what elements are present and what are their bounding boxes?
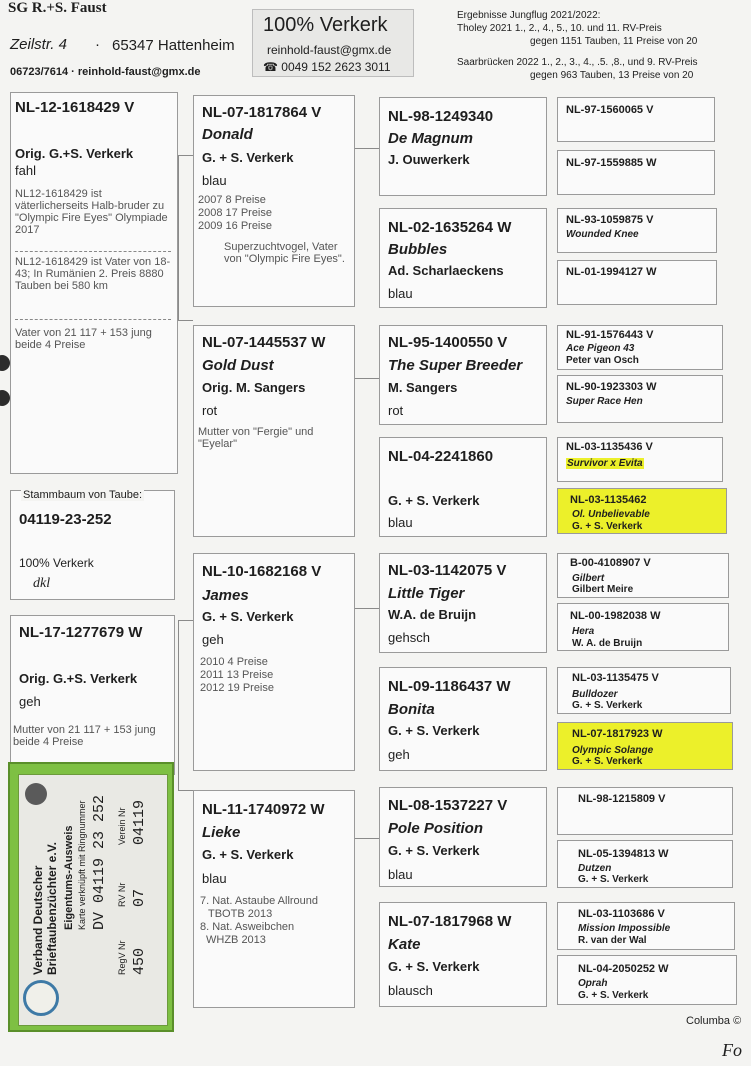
stammbaum-ring: 04119-23-252 (19, 511, 112, 528)
gen3-box (379, 325, 547, 425)
binder-hole (0, 355, 10, 371)
pigeon-name: Donald (202, 126, 253, 143)
card-ring-number: DV 04119 23 252 (91, 794, 108, 930)
ring-number: NL-03-1103686 V (578, 908, 665, 920)
subject-note-offspring: Vater von 21 117 + 153 jung beide 4 Preise (15, 327, 152, 351)
ring-number: NL-07-1445537 W (202, 334, 326, 351)
pigeon-name: Ol. Unbelievable (572, 509, 650, 520)
pigeon-name: Oprah (578, 978, 608, 989)
dam-box-lieke (193, 790, 355, 1008)
subject-ring-number: NL-12-1618429 V (15, 99, 135, 116)
color: geh (202, 632, 224, 647)
prize-line: 2009 16 Preise (198, 220, 272, 232)
results-saarbruecken-detail: gegen 963 Tauben, 13 Preise von 20 (530, 70, 694, 81)
gen3-box (379, 437, 547, 537)
breeder: G. + S. Verkerk (388, 723, 480, 738)
prize-line: 2008 17 Preise (198, 207, 272, 219)
footer-credit: Columba © (686, 1015, 742, 1027)
gen3-box (379, 902, 547, 1007)
connector-line (178, 155, 179, 320)
breeder: Peter van Osch (566, 355, 639, 366)
gen4-box (557, 150, 715, 195)
subject-note-father: NL12-1618429 ist Vater von 18-43; In Rumänien 2. Preis 8880 Tauben bei 580 km (15, 256, 171, 292)
color: blau (388, 867, 413, 882)
card-inner (18, 774, 168, 1026)
connector-line (178, 320, 193, 321)
sire-box-donald (193, 95, 355, 307)
card-rotated-text (31, 775, 148, 975)
ring-number: NL-07-1817968 W (388, 913, 512, 930)
ring-number: NL-07-1817864 V (202, 104, 322, 121)
gen3-box (379, 787, 547, 887)
connector-line (178, 620, 193, 621)
card-subtitle: Karte verknüpft mit Ringnummer (77, 800, 87, 930)
gen4-box (557, 437, 723, 482)
stammbaum-box (10, 490, 175, 600)
club-name: SG R.+S. Faust (8, 0, 107, 16)
connector-line (178, 620, 179, 790)
ring-number: NL-09-1186437 W (388, 678, 511, 695)
ring-number: NL-11-1740972 W (202, 801, 325, 818)
breeder: Orig. M. Sangers (202, 380, 306, 395)
address-street: Zeilstr. 4 (10, 36, 67, 53)
breeder: G. + S. Verkerk (578, 874, 649, 885)
gen4-box (557, 97, 715, 142)
breeder: G. + S. Verkerk (388, 843, 480, 858)
subject-pigeon-box (10, 92, 178, 474)
handwritten-signature: dkl (33, 576, 51, 591)
results-tholey: Tholey 2021 1., 2., 4., 5., 10. und 11. RV-Preis (457, 23, 662, 34)
card-regv-header: RegV Nr (117, 940, 127, 975)
ring-number: NL-03-1135462 (570, 494, 647, 506)
pigeon-name: Pole Position (388, 820, 484, 837)
divider (15, 319, 171, 320)
pigeon-name: Dutzen (578, 863, 612, 874)
breeder: G. + S. Verkerk (202, 847, 294, 862)
breeder: W.A. de Bruijn (388, 607, 477, 622)
ring-number: NL-01-1994127 W (566, 266, 657, 278)
breeder: G. + S. Verkerk (202, 150, 294, 165)
breeder: G. + S. Verkerk (572, 521, 643, 532)
ring-number: NL-07-1817923 W (572, 728, 663, 740)
gen4-box (557, 260, 717, 305)
card-rv-header: RV Nr (117, 882, 127, 907)
card-verein-value: 04119 (131, 799, 148, 845)
connector-line (355, 608, 379, 609)
divider (15, 251, 171, 252)
ring-number: NL-97-1560065 V (566, 104, 654, 116)
breeder: G. + S. Verkerk (388, 493, 480, 508)
color: rot (388, 403, 404, 418)
stammbaum-verkerk: 100% Verkerk (19, 556, 94, 570)
ownership-card (8, 762, 174, 1032)
connector-line (178, 155, 193, 156)
pigeon-name: The Super Breeder (388, 357, 523, 374)
breeder: M. Sangers (388, 380, 458, 395)
mother-pigeon-box (10, 615, 175, 775)
ring-number: NL-04-2050252 W (578, 963, 669, 975)
card-verein-header: Verein Nr (117, 807, 127, 845)
color: gehsch (388, 630, 430, 645)
stamp-email: reinhold-faust@gmx.de (267, 43, 392, 57)
gen4-box (557, 325, 723, 370)
address-separator: · (95, 36, 100, 53)
breeder: G. + S. Verkerk (578, 990, 649, 1001)
achievement-line: WHZB 2013 (206, 934, 266, 946)
stamp-phone: ☎ 0049 152 2623 3011 (263, 60, 391, 74)
gen4-box (557, 553, 729, 598)
pigeon-name: Olympic Solange (572, 745, 654, 756)
subject-note-halfbrother: NL12-1618429 ist väterlicherseits Halb-bruder zu "Olympic Fire Eyes" Olympiade 2017 (15, 188, 168, 236)
mother-color: geh (19, 694, 41, 709)
color: blau (388, 286, 413, 301)
ring-number: NL-02-1635264 W (388, 219, 512, 236)
pigeon-name: Bonita (388, 701, 435, 718)
pigeon-name: Ace Pigeon 43 (566, 343, 635, 354)
color: blau (388, 515, 413, 530)
pigeon-name: Bulldozer (572, 689, 618, 700)
achievement-line: 7. Nat. Astaube Allround (200, 895, 319, 907)
card-title: Eigentums-Ausweis (63, 825, 75, 930)
margin-handwriting: Fo (722, 1040, 742, 1060)
breeder: Gilbert Meire (572, 584, 634, 595)
card-regv-value: 450 (131, 947, 148, 975)
pigeon-note: Mutter von "Fergie" und "Eyelar" (198, 426, 314, 450)
prize-line: 2010 4 Preise (200, 656, 268, 668)
ring-number: NL-10-1682168 V (202, 563, 322, 580)
pigeon-name: Little Tiger (388, 585, 465, 602)
connector-line (355, 378, 379, 379)
breeder: R. van der Wal (578, 935, 647, 946)
pigeon-name: Mission Impossible (578, 923, 671, 934)
gen4-box-highlighted (557, 488, 727, 534)
stamp-title: 100% Verkerk (263, 14, 388, 36)
gen3-box (379, 97, 547, 196)
gen3-box (379, 553, 547, 653)
mother-note: Mutter von 21 117 + 153 jung beide 4 Preise (13, 724, 156, 748)
ring-number: NL-00-1982038 W (570, 610, 661, 622)
achievement-line: 8. Nat. Asweibchen (200, 921, 295, 933)
color: blau (202, 871, 227, 886)
connector-line (355, 838, 379, 839)
breeder: G. + S. Verkerk (572, 700, 643, 711)
stammbaum-label: Stammbaum von Taube: (23, 489, 143, 501)
breeder: G. + S. Verkerk (202, 609, 294, 624)
ring-number: NL-03-1135436 V (566, 441, 653, 453)
ring-number: NL-91-1576443 V (566, 329, 654, 341)
ring-number: NL-95-1400550 V (388, 334, 508, 351)
gen4-box-highlighted (557, 722, 733, 770)
color: blausch (388, 983, 433, 998)
sire-box-james (193, 553, 355, 771)
dv-logo-icon (23, 980, 59, 1016)
gen3-box (379, 208, 547, 308)
subject-origin: Orig. G.+S. Verkerk (15, 146, 134, 161)
dam-box-golddust (193, 325, 355, 537)
address-city: 65347 Hattenheim (112, 37, 235, 54)
connector-line (355, 148, 379, 149)
pigeon-name: Gilbert (572, 573, 605, 584)
contact-stamp (252, 9, 414, 77)
connector-line (178, 790, 193, 791)
pigeon-name: Hera (572, 626, 595, 637)
results-title: Ergebnisse Jungflug 2021/2022: (457, 10, 601, 21)
gen3-box (379, 667, 547, 771)
pigeon-name: Lieke (202, 824, 241, 841)
gen4-box (557, 955, 737, 1005)
breeder: G. + S. Verkerk (388, 959, 480, 974)
card-org-line2: Brieftaubenzüchter e.V. (45, 842, 59, 975)
ring-number: NL-93-1059875 V (566, 214, 654, 226)
card-rv-value: 07 (131, 888, 148, 907)
ring-number: NL-04-2241860 (388, 448, 494, 465)
card-org-line1: Verband Deutscher (31, 865, 45, 975)
gen4-box (557, 667, 731, 714)
results-saarbruecken: Saarbrücken 2022 1., 2., 3., 4., .5. ,8., und 9. RV-Preis (457, 57, 698, 68)
pigeon-name: James (202, 587, 249, 604)
pigeon-name: Kate (388, 936, 421, 953)
gen4-box (557, 902, 735, 950)
prize-line: 2007 8 Preise (198, 194, 266, 206)
ring-number: NL-98-1215809 V (578, 793, 666, 805)
ring-number: NL-90-1923303 W (566, 381, 657, 393)
breeder: W. A. de Bruijn (572, 638, 643, 649)
pigeon-name: Bubbles (388, 241, 448, 258)
pigeon-name: Survivor x Evita (567, 458, 643, 469)
breeder: G. + S. Verkerk (572, 756, 643, 767)
breeder: Ad. Scharlaeckens (388, 263, 504, 278)
color: geh (388, 747, 410, 762)
prize-line: 2011 13 Preise (200, 669, 274, 681)
results-tholey-detail: gegen 1151 Tauben, 11 Preise von 20 (530, 36, 698, 47)
ring-number: NL-97-1559885 W (566, 157, 657, 169)
color: rot (202, 403, 218, 418)
mother-ring-number: NL-17-1277679 W (19, 624, 143, 641)
gen4-box (557, 375, 723, 423)
gen4-box (557, 840, 733, 888)
pigeon-name: Super Race Hen (566, 396, 643, 407)
pigeon-name: De Magnum (388, 130, 474, 147)
prize-line: 2012 19 Preise (200, 682, 274, 694)
ring-number: NL-98-1249340 (388, 108, 494, 125)
color: blau (202, 173, 227, 188)
pigeon-note: Superzuchtvogel, Vater von "Olympic Fire Eyes". (224, 241, 345, 265)
gen4-box (557, 208, 717, 253)
ring-number: NL-08-1537227 V (388, 797, 508, 814)
ring-number: NL-05-1394813 W (578, 848, 669, 860)
gen4-box (557, 787, 733, 835)
mother-origin: Orig. G.+S. Verkerk (19, 671, 138, 686)
ring-number: B-00-4108907 V (570, 557, 651, 569)
ring-number: NL-03-1142075 V (388, 562, 507, 579)
pigeon-name: Wounded Knee (566, 229, 639, 240)
binder-hole (0, 390, 10, 406)
contact-line: 06723/7614 · reinhold-faust@gmx.de (10, 66, 201, 78)
ring-number: NL-03-1135475 V (572, 672, 659, 684)
achievement-line: TBOTB 2013 (208, 908, 273, 920)
pigeon-name: Gold Dust (202, 357, 274, 374)
subject-color: fahl (15, 163, 36, 178)
gen4-box (557, 603, 729, 651)
breeder: J. Ouwerkerk (388, 152, 470, 167)
